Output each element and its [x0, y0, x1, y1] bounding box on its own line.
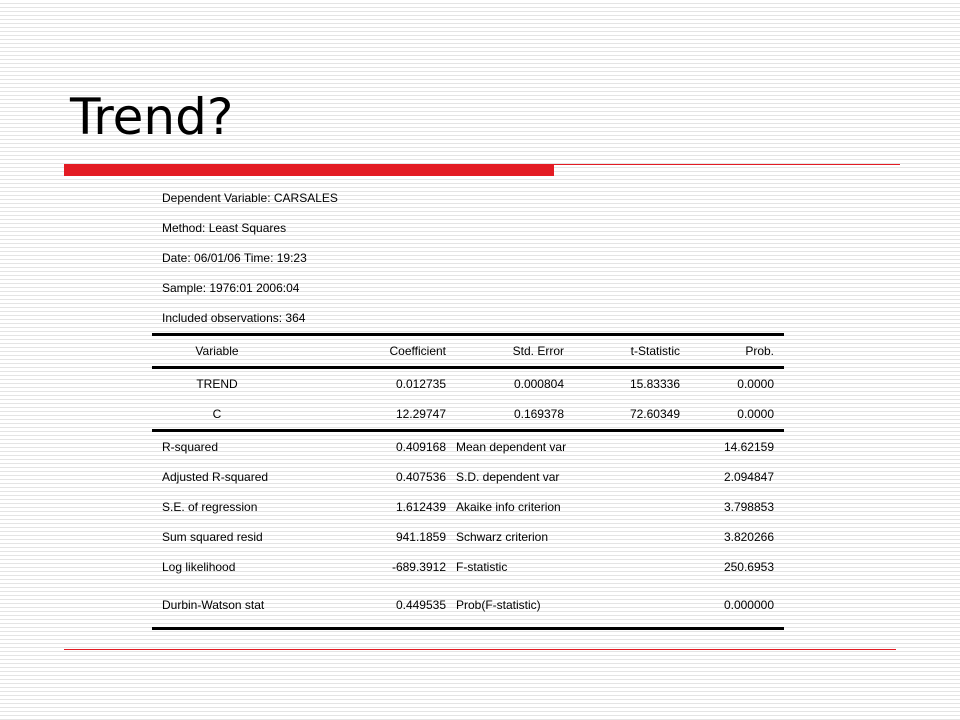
std-error-cell: 0.169378	[513, 407, 564, 421]
header-std-error: Std. Error	[446, 335, 564, 368]
std-error-cell: 0.000804	[513, 377, 564, 391]
title-accent-bar	[64, 164, 554, 176]
stat-label-2: Schwarz criterion	[456, 530, 549, 544]
stat-label-2: Prob(F-statistic)	[456, 597, 541, 612]
dependent-variable-line: Dependent Variable: CARSALES	[162, 191, 338, 205]
stat-value: 0.449535	[395, 597, 446, 612]
stat-value-2: 14.62159	[723, 440, 774, 454]
stat-value-2: 0.000000	[723, 597, 774, 612]
stat-value: 0.409168	[395, 440, 446, 454]
stat-value-2: 250.6953	[723, 560, 774, 574]
coefficient-cell: 0.012735	[395, 377, 446, 391]
method-line: Method: Least Squares	[162, 221, 287, 235]
stats-row	[152, 431, 784, 463]
observations-line: Included observations: 364	[162, 311, 306, 325]
header-t-statistic: t-Statistic	[564, 335, 680, 368]
header-coefficient: Coefficient	[282, 335, 446, 368]
stat-label: Sum squared resid	[162, 530, 263, 544]
stat-label: Log likelihood	[162, 560, 236, 574]
stat-label: Adjusted R-squared	[162, 470, 269, 484]
date-time-line: Date: 06/01/06 Time: 19:23	[162, 251, 307, 265]
coefficient-header-row	[152, 335, 784, 368]
stats-row	[152, 582, 784, 629]
coefficient-cell: 12.29747	[395, 407, 446, 421]
stat-value-2: 3.820266	[723, 530, 774, 544]
stat-label-2: F-statistic	[456, 560, 508, 574]
title-accent-line	[554, 164, 900, 165]
stat-value: 1.612439	[395, 500, 446, 514]
stat-label: Durbin-Watson stat	[162, 597, 265, 612]
t-statistic-cell: 72.60349	[629, 407, 680, 421]
stats-row	[152, 522, 784, 552]
stat-label: R-squared	[162, 440, 219, 454]
stat-label-2: Mean dependent var	[456, 440, 567, 454]
variable-cell: TREND	[196, 377, 238, 391]
summary-statistics-table	[152, 429, 784, 630]
coefficient-row-c	[152, 399, 784, 429]
stat-value: -689.3912	[391, 560, 446, 574]
sample-line: Sample: 1976:01 2006:04	[162, 281, 300, 295]
header-variable: Variable	[152, 335, 282, 368]
prob-cell: 0.0000	[737, 377, 774, 391]
stat-value: 0.407536	[395, 470, 446, 484]
stat-value: 941.1859	[395, 530, 446, 544]
stat-label-2: S.D. dependent var	[456, 470, 560, 484]
stats-row	[152, 552, 784, 582]
t-statistic-cell: 15.83336	[629, 377, 680, 391]
stats-row	[152, 462, 784, 492]
variable-cell: C	[212, 407, 222, 421]
stat-label: S.E. of regression	[162, 500, 258, 514]
regression-output	[152, 183, 784, 630]
prob-cell: 0.0000	[737, 407, 774, 421]
stats-row	[152, 492, 784, 522]
header-prob: Prob.	[680, 335, 784, 368]
footer-accent-line	[64, 649, 896, 650]
slide-title: Trend?	[70, 88, 234, 146]
stat-label-2: Akaike info criterion	[456, 500, 561, 514]
stat-value-2: 2.094847	[723, 470, 774, 484]
coefficient-row-trend	[152, 368, 784, 400]
stat-value-2: 3.798853	[723, 500, 774, 514]
coefficient-table	[152, 333, 784, 429]
